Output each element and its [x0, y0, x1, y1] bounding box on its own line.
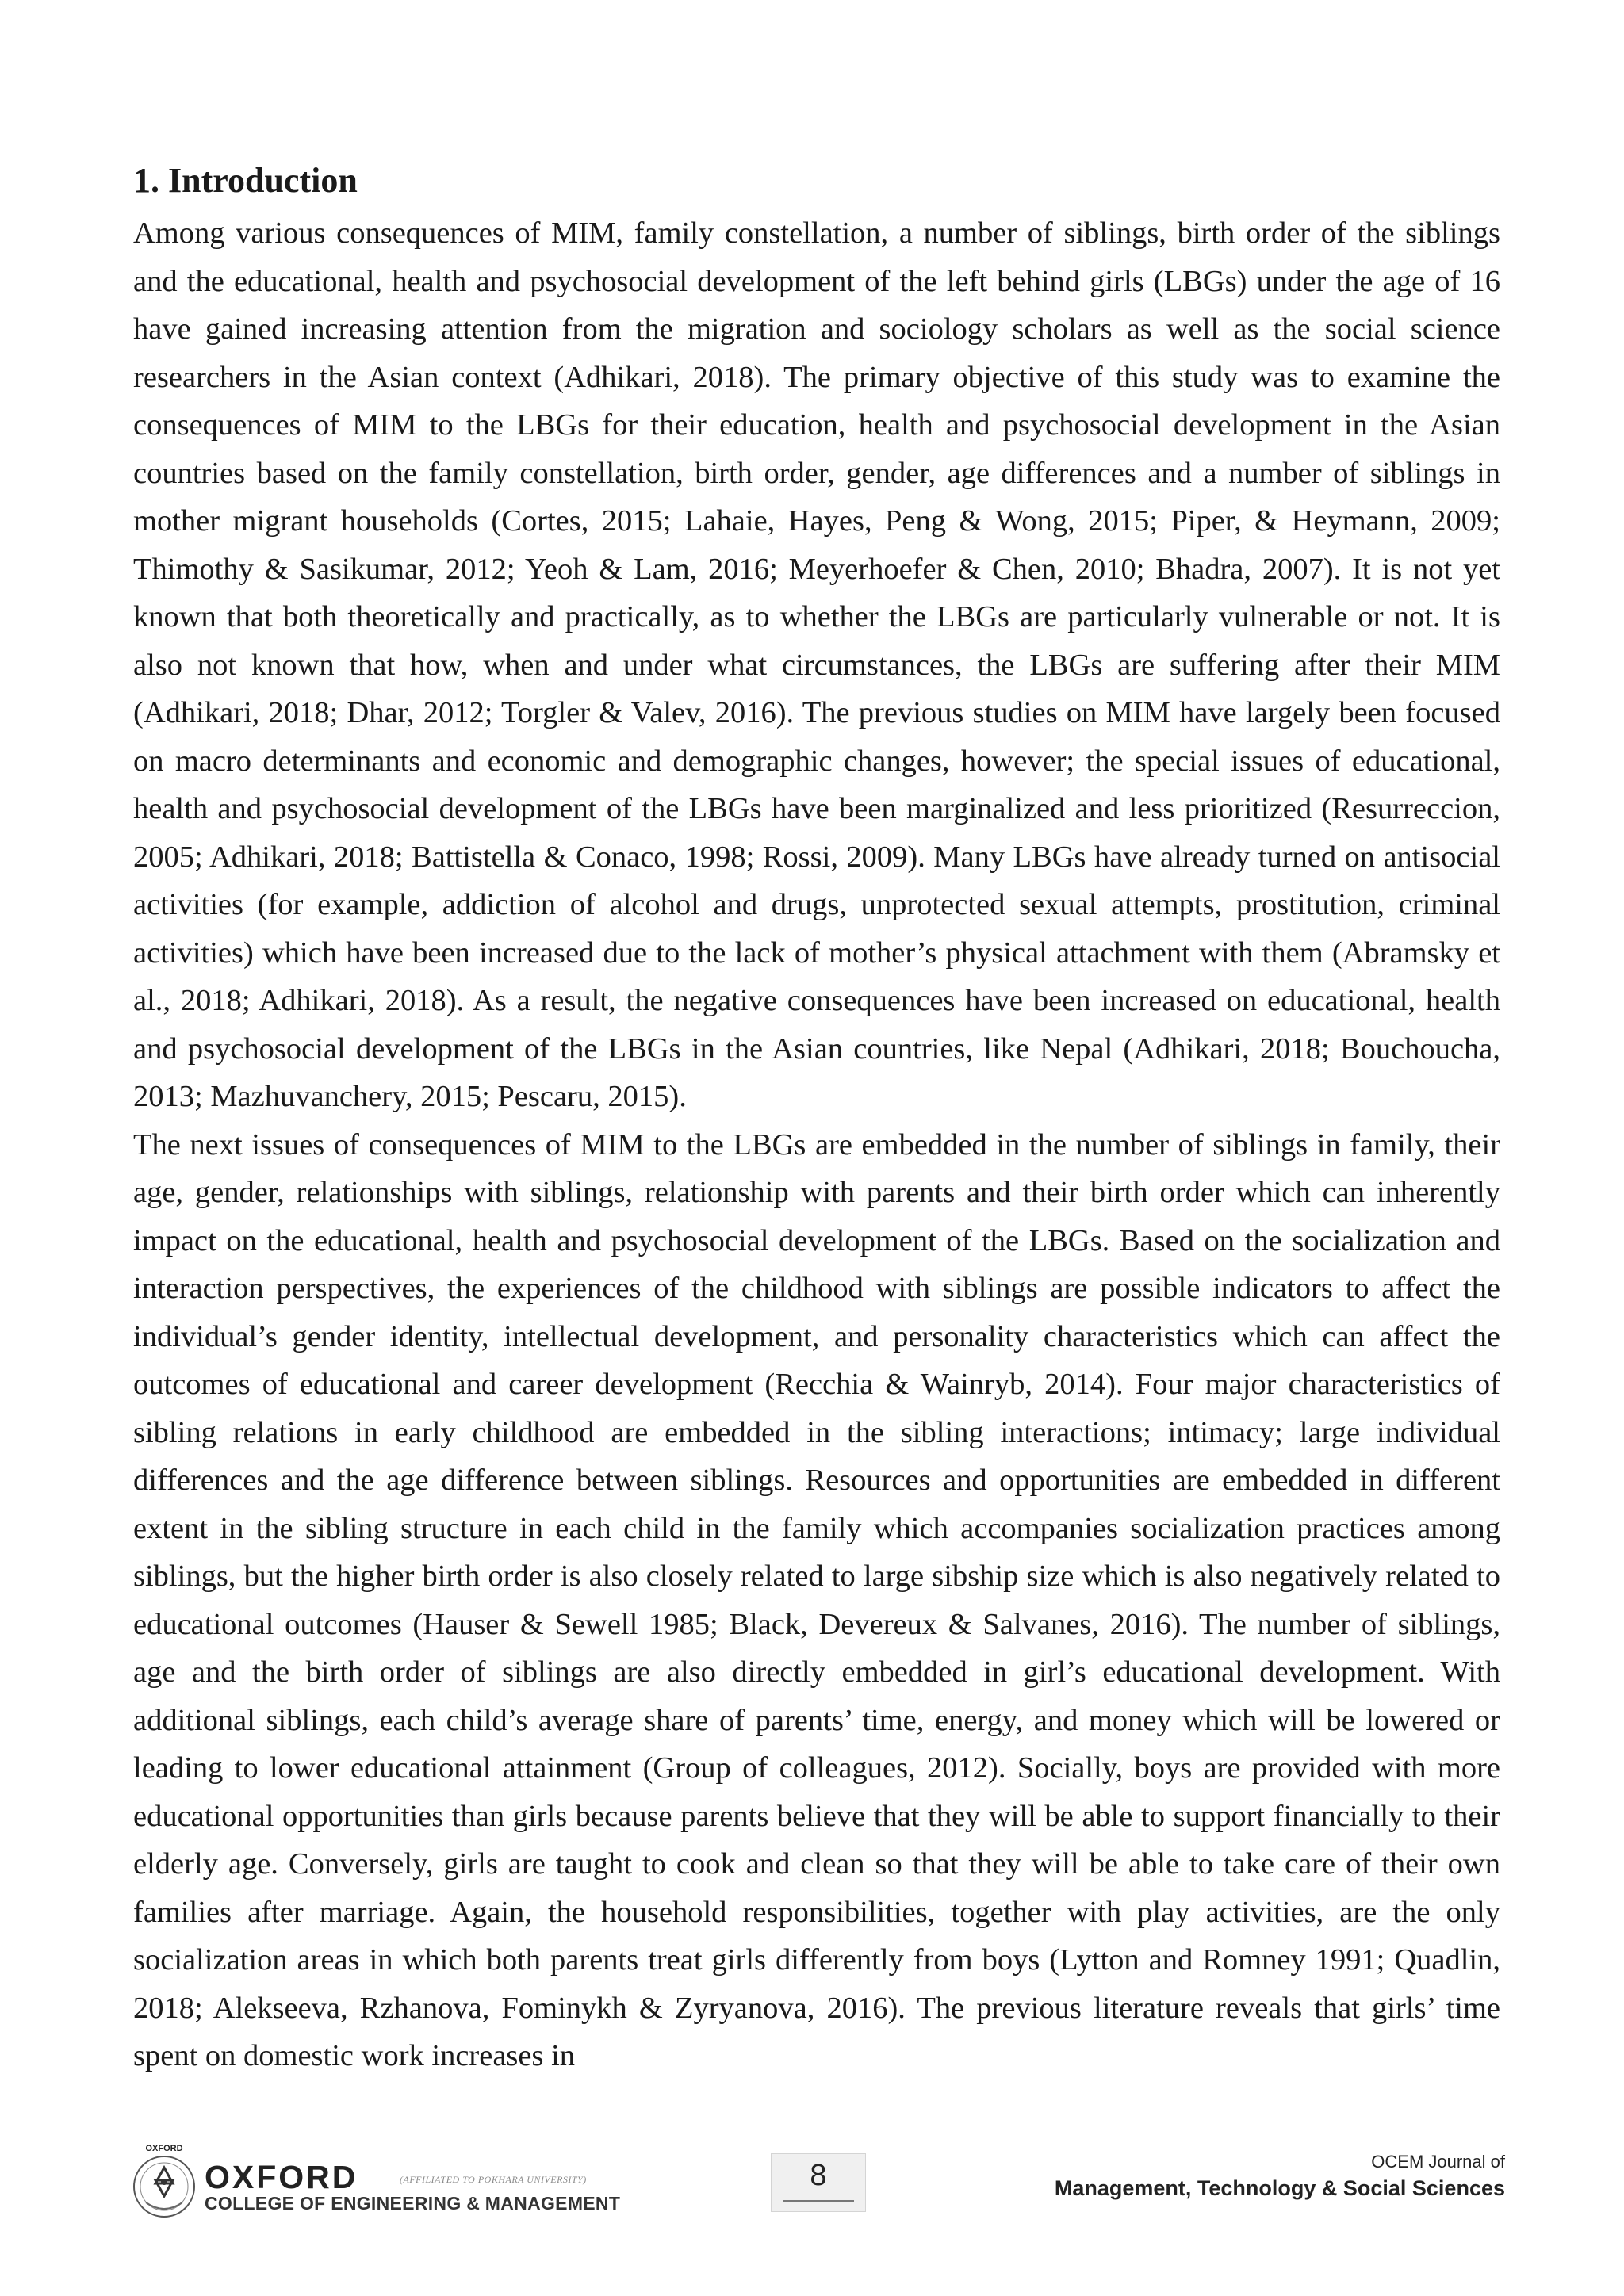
journal-title-line1: OCEM Journal of [1371, 2152, 1505, 2172]
affiliation-text: (AFFILIATED TO POKHARA UNIVERSITY) [400, 2174, 587, 2185]
journal-title-line2: Management, Technology & Social Sciences [1054, 2176, 1505, 2200]
section-heading: 1. Introduction [133, 161, 358, 200]
college-name: COLLEGE OF ENGINEERING & MANAGEMENT [205, 2193, 621, 2214]
page-number: 8 [810, 2159, 827, 2192]
journal-title [1055, 2150, 1505, 2202]
paragraph-2: The next issues of consequences of MIM to the LBGs are embedded in the number of siblings in family, their age, gender, relationships with siblings, relationship with parents and their birth order which can inherently impact on the educational, health and psychosocial development of the LBGs. Based on the socialization and interaction perspectives, the experiences of the childhood with siblings are possible indicators to affect the individual’s gender identity, intellectual development, and personality characteristics which can affect the outcomes of educational and career development (Recchia & Wainryb, 2014). Four major characteristics of sibling relations in early childhood are embedded in the sibling interactions; intimacy; large individual differences and the age difference between siblings. Resources and opportunities are embedded in different extent in the sibling structure in each child in the family which accompanies socialization practices among siblings, but the higher birth order is also closely related to large sibship size which is also negatively related to educational outcomes (Hauser & Sewell 1985; Black, Devereux & Salvanes, 2016). The number of siblings, age and the birth order of siblings are also directly embedded in girl’s educational development. With additional siblings, each child’s average share of parents’ time, energy, and money which will be lowered or leading to lower educational attainment (Group of colleagues, 2012). Socially, boys are provided with more educational opportunities than girls because parents believe that they will be able to support financially to their elderly age. Conversely, girls are taught to cook and clean so that they will be able to take care of their own families after marriage. Again, the household responsibilities, together with play activities, are the only socialization areas in which both parents treat girls differently from boys (Lytton and Romney 1991; Quadlin, 2018; Alekseeva, Rzhanova, Fominykh & Zyryanova, 2016). The previous literature reveals that girls’ time spent on domestic work increases in [133, 1127, 1500, 2072]
college-seal-icon [130, 2144, 198, 2220]
paragraph-1: Among various consequences of MIM, family constellation, a number of siblings, birth order of the siblings and the educational, health and psychosocial development of the left behind girls (LBGs) under the age of 16 have gained increasing attention from the migration and sociology scholars as well as the social science researchers in the Asian context (Adhikari, 2018). The primary objective of this study was to examine the consequences of MIM to the LBGs for their education, health and psychosocial development in the Asian countries based on the family constellation, birth order, gender, age differences and a number of siblings in mother migrant households (Cortes, 2015; Lahaie, Hayes, Peng & Wong, 2015; Piper, & Heymann, 2009; Thimothy & Sasikumar, 2012; Yeoh & Lam, 2016; Meyerhoefer & Chen, 2010; Bhadra, 2007). It is not yet known that both theoretically and practically, as to whether the LBGs are particularly vulnerable or not. It is also not known that how, when and under what circumstances, the LBGs are suffering after their MIM (Adhikari, 2018; Dhar, 2012; Torgler & Valev, 2016). The previous studies on MIM have largely been focused on macro determinants and economic and demographic changes, however; the special issues of educational, health and psychosocial development of the LBGs have been marginalized and less prioritized (Resurreccion, 2005; Adhikari, 2018; Battistella & Conaco, 1998; Rossi, 2009). Many LBGs have already turned on antisocial activities (for example, addiction of alcohol and drugs, unprotected sexual attempts, prostitution, criminal activities) which have been increased due to the lack of mother’s physical attachment with them (Abramsky et al., 2018; Adhikari, 2018). As a result, the negative consequences have been increased on educational, health and psychosocial development of the LBGs in the Asian countries, like Nepal (Adhikari, 2018; Bouchoucha, 2013; Mazhuvanchery, 2015; Pescaru, 2015). [133, 216, 1500, 1113]
logo-wordmark: OXFORD [205, 2159, 358, 2195]
college-logo [130, 2144, 622, 2223]
page-number-rule [783, 2200, 854, 2202]
seal-text: OXFORD [145, 2144, 183, 2153]
body-text [133, 209, 1500, 2080]
page-number-box [771, 2153, 866, 2212]
